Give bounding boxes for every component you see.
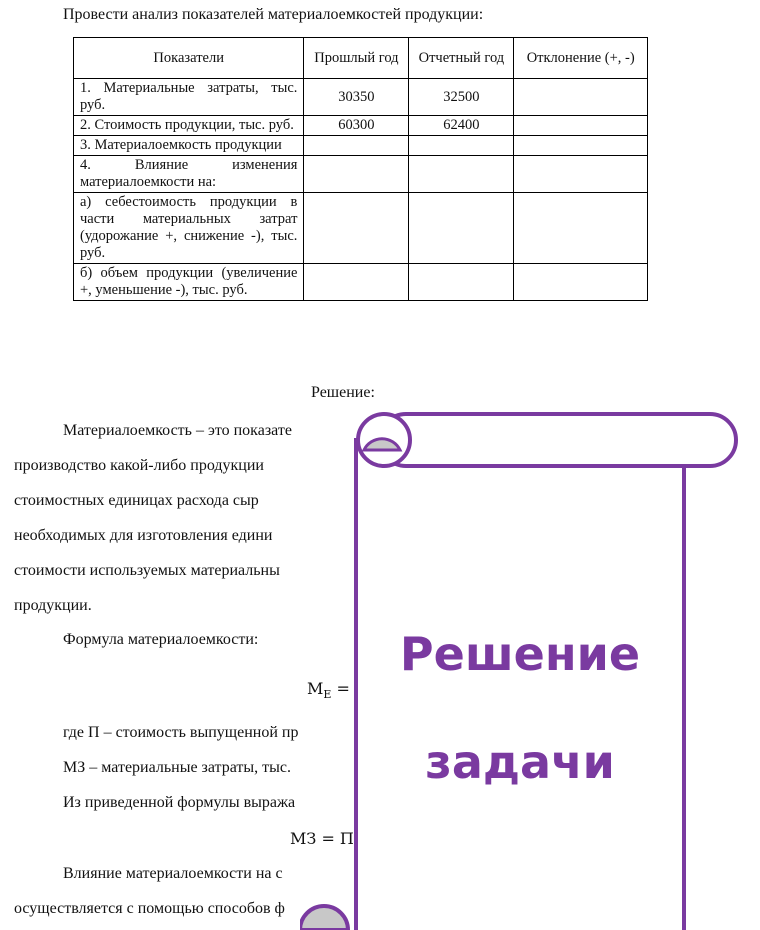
row-label: а) себестоимость продукции в части материальных затрат (удорожание +, снижение -), тыс. руб.: [74, 193, 304, 264]
row-curr: [409, 264, 514, 301]
row-curr: [409, 136, 514, 156]
indicators-table: [73, 37, 648, 301]
table-row: [74, 193, 648, 264]
row-dev: [514, 193, 648, 264]
body-line: продукции.: [14, 597, 92, 614]
formula-symbol: М: [307, 679, 324, 698]
body-line: Формула материалоемкости:: [63, 631, 259, 648]
row-prev: [304, 156, 409, 193]
row-dev: [514, 264, 648, 301]
row-dev: [514, 116, 648, 136]
row-label: б) объем продукции (увеличение +, уменьшение -), тыс. руб.: [74, 264, 304, 301]
row-label: 3. Материалоемкость продукции: [74, 136, 304, 156]
table-row: [74, 136, 648, 156]
table-row: [74, 116, 648, 136]
row-prev: 60300: [304, 116, 409, 136]
body-line: осуществляется с помощью способов ф: [14, 900, 285, 917]
header-indicators: Показатели: [74, 38, 304, 79]
row-prev: [304, 136, 409, 156]
row-label: 1. Материальные затраты, тыс. руб.: [74, 79, 304, 116]
formula-subscript: Е: [323, 688, 332, 702]
header-curr-year: Отчетный год: [409, 38, 514, 79]
header-deviation: Отклонение (+, -): [514, 38, 648, 79]
task-intro: Провести анализ показателей материалоемкостей продукции:: [63, 6, 484, 23]
scroll-caption-line1: Решение: [399, 627, 641, 681]
body-line: стоимости используемых материальны: [14, 562, 280, 579]
body-line: Влияние материалоемкости на с: [63, 865, 283, 882]
row-curr: 62400: [409, 116, 514, 136]
formula-equals: =: [331, 679, 350, 698]
body-line: необходимых для изготовления едини: [14, 527, 273, 544]
row-prev: [304, 264, 409, 301]
body-line: производство какой-либо продукции: [14, 457, 264, 474]
body-line: где П – стоимость выпущенной пр: [63, 724, 299, 741]
body-line: МЗ – материальные затраты, тыс.: [63, 759, 292, 776]
row-curr: [409, 156, 514, 193]
row-curr: [409, 193, 514, 264]
body-line: Материалоемкость – это показате: [63, 422, 292, 439]
row-dev: [514, 79, 648, 116]
row-prev: [304, 193, 409, 264]
scroll-caption: [355, 600, 685, 816]
table-header-row: [74, 38, 648, 79]
header-prev-year: Прошлый год: [304, 38, 409, 79]
solution-heading: Решение:: [311, 384, 375, 401]
row-curr: 32500: [409, 79, 514, 116]
body-line: стоимостных единицах расхода сыр: [14, 492, 259, 509]
row-label: 4. Влияние изменения материалоемкости на:: [74, 156, 304, 193]
row-dev: [514, 136, 648, 156]
formula-material-costs: МЗ = П: [290, 829, 354, 848]
row-dev: [514, 156, 648, 193]
table-row: [74, 156, 648, 193]
scroll-caption-line2: задачи: [425, 735, 615, 789]
table-row: [74, 79, 648, 116]
table-row: [74, 264, 648, 301]
body-line: Из приведенной формулы выража: [63, 794, 296, 811]
row-label: 2. Стоимость продукции, тыс. руб.: [74, 116, 304, 136]
row-prev: 30350: [304, 79, 409, 116]
